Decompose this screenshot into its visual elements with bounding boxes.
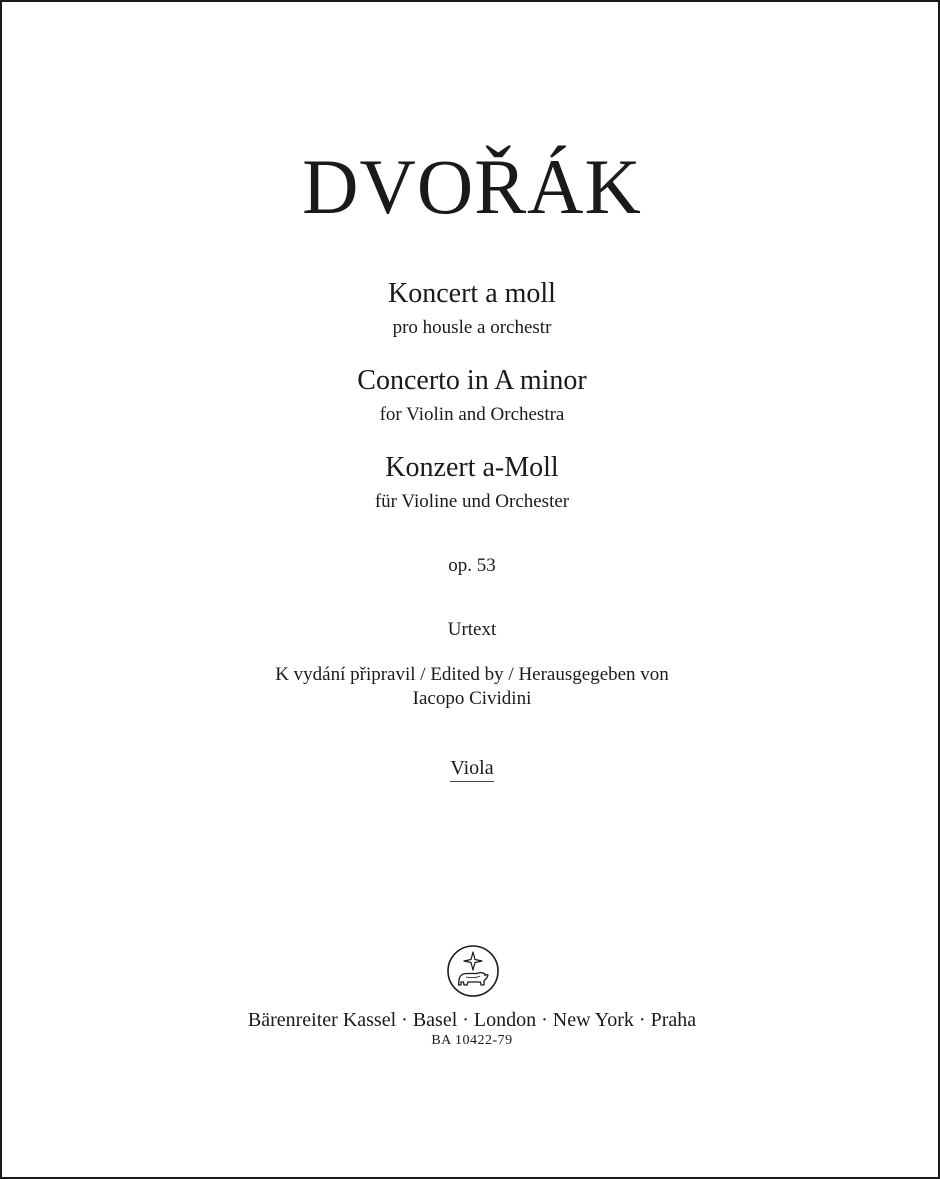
composer-name: DVOŘÁK — [302, 143, 642, 230]
opus-number: op. 53 — [448, 555, 496, 576]
part-name: Viola — [450, 758, 493, 782]
work-title-english: Concerto in A minor — [357, 365, 587, 396]
edited-by-label: K vydání připravil / Edited by / Herausgegeben von — [275, 664, 669, 685]
work-subtitle-german: für Violine und Orchester — [374, 491, 570, 512]
edition-type: Urtext — [447, 619, 497, 640]
work-title-czech: Koncert a moll — [388, 278, 556, 309]
work-subtitle-english: for Violin and Orchestra — [379, 404, 565, 425]
catalog-number: BA 10422-79 — [431, 1033, 513, 1048]
part-label — [2, 758, 940, 782]
work-subtitle-czech: pro housle a orchestr — [392, 317, 552, 338]
work-title-german: Konzert a-Moll — [385, 452, 559, 483]
publisher-line: Bärenreiter Kassel · Basel · London · New York · Praha — [247, 1009, 697, 1031]
editor-name: Iacopo Cividini — [412, 688, 532, 709]
baerenreiter-logo-icon — [446, 944, 500, 998]
